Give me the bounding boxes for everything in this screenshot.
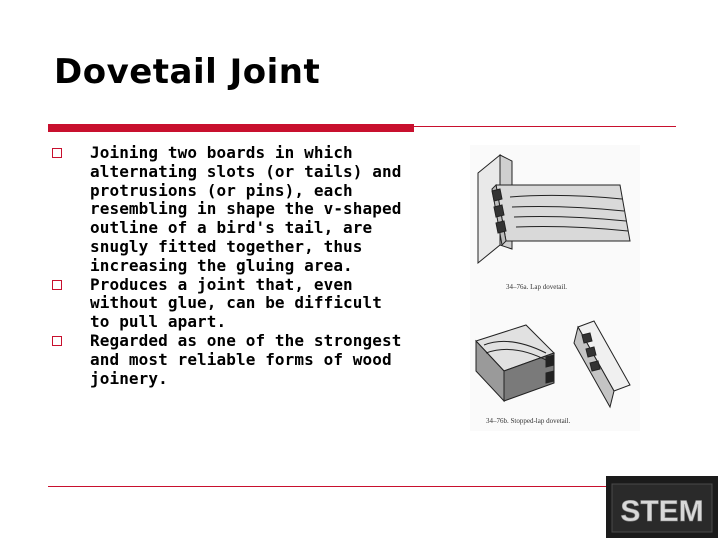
bullet-item: [52, 276, 402, 332]
bullet-text: Joining two boards in which alternating slots (or tails) and protrusions (or pins), each resembling in shape the v-shaped outline of a bird's tail, are snugly fitted together, thus increasing the gluing area.: [90, 143, 402, 275]
square-bullet-icon: [52, 148, 62, 158]
square-bullet-icon: [52, 280, 62, 290]
bullet-text: Regarded as one of the strongest and most reliable forms of wood joinery.: [90, 330, 402, 388]
lap-dovetail-drawing: [478, 155, 630, 263]
stem-logo-text: STEM: [620, 495, 704, 528]
title-divider-line: [414, 126, 676, 127]
stopped-lap-dovetail-drawing: [476, 321, 630, 407]
bullet-list: [52, 144, 402, 388]
square-bullet-icon: [52, 336, 62, 346]
dovetail-illustration: [470, 145, 640, 431]
slide-title: Dovetail Joint: [54, 52, 321, 92]
bullet-item: [52, 332, 402, 388]
stem-logo: [606, 476, 718, 538]
figure-caption-bottom: 34–76b. Stopped-lap dovetail.: [486, 417, 571, 425]
bullet-item: [52, 144, 402, 276]
footer-divider-line: [48, 486, 608, 487]
bullet-text: Produces a joint that, even without glue, can be difficult to pull apart.: [90, 274, 382, 332]
title-accent-bar: [48, 124, 414, 132]
figure-caption-top: 34–76a. Lap dovetail.: [506, 283, 568, 291]
